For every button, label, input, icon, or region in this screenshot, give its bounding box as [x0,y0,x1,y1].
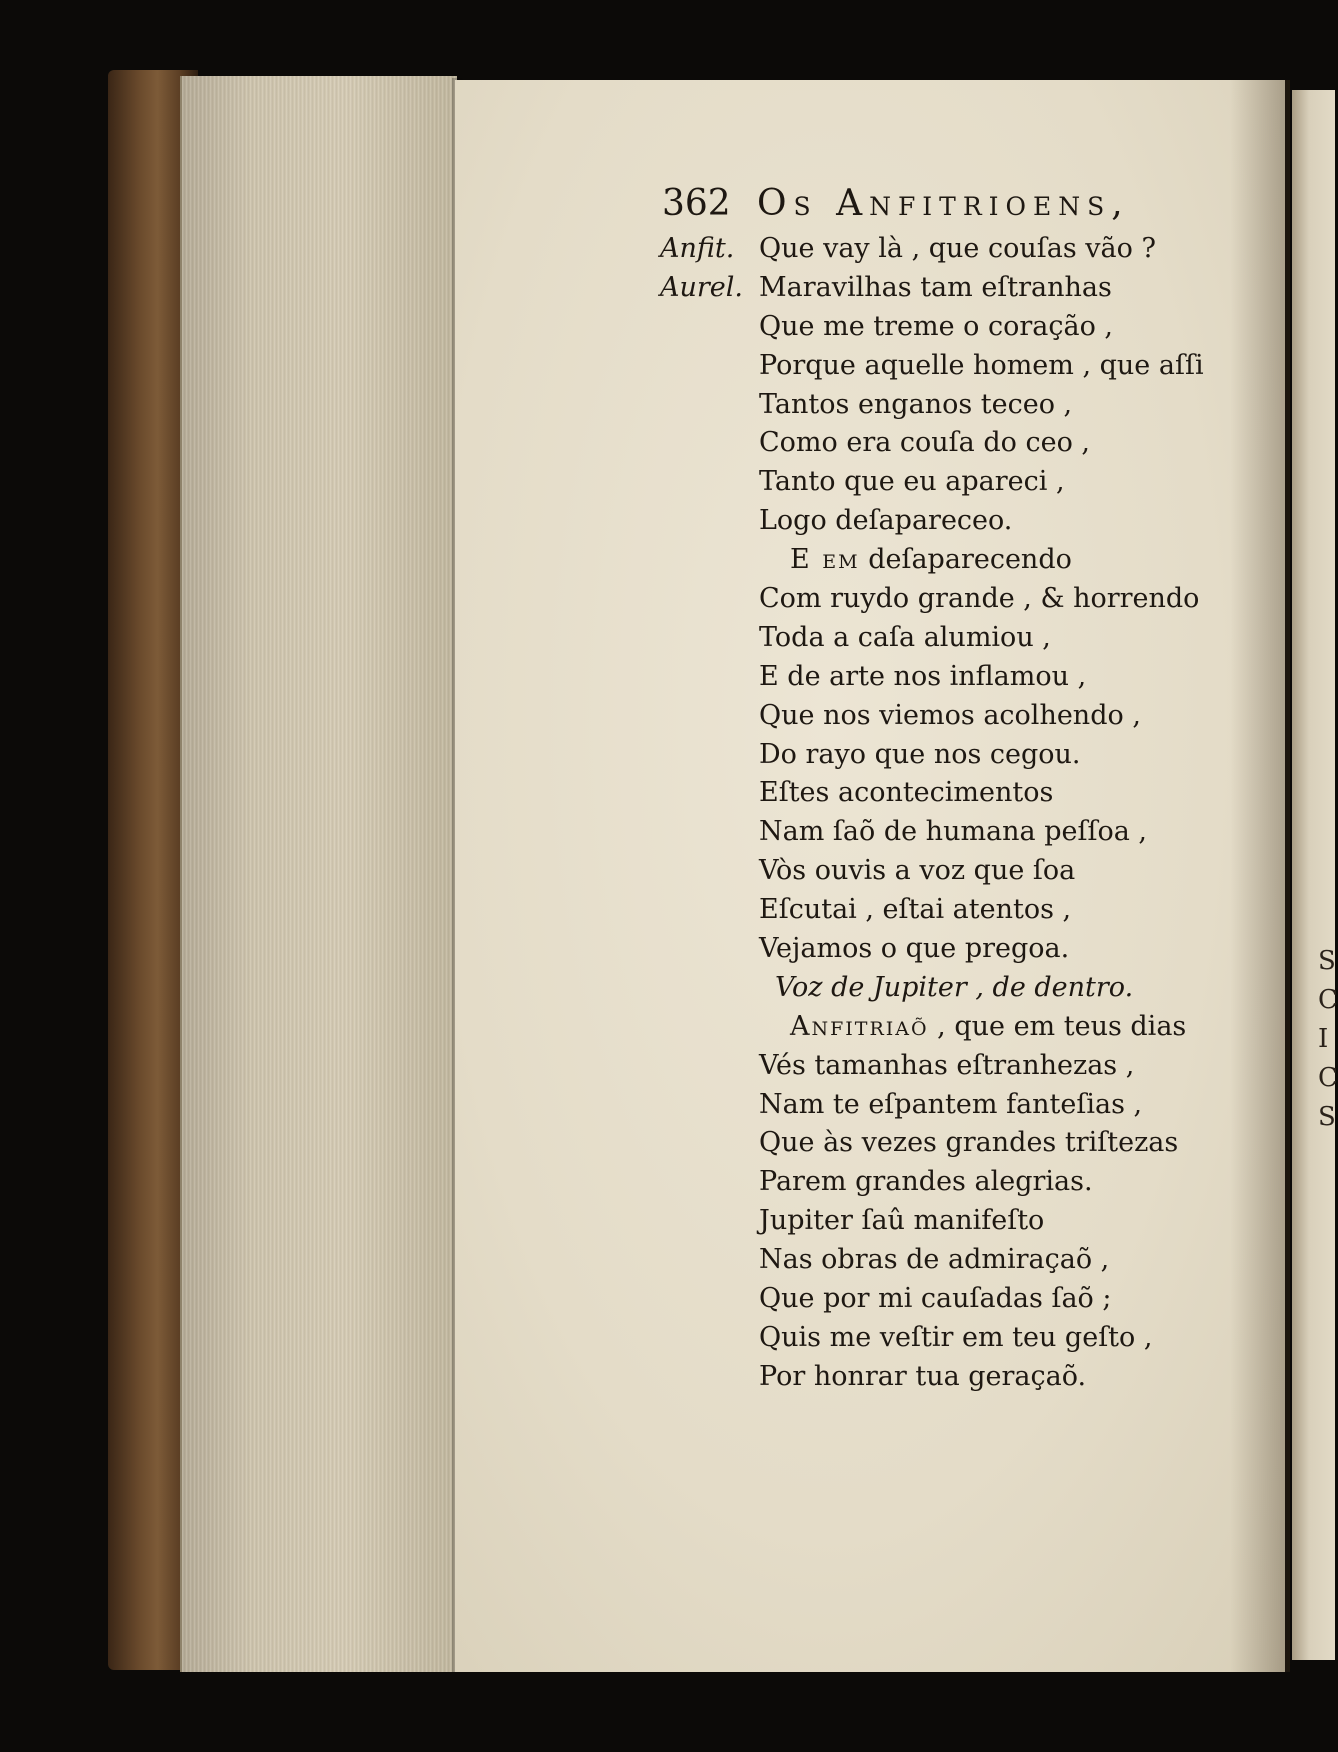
verse-line [660,736,1220,775]
verse-line [660,658,1220,697]
verse-text [790,1008,1186,1047]
verse-lead-smallcaps: Anfitriaõ [790,1010,929,1042]
verse-text [759,580,1199,619]
verse-text [759,308,1113,347]
facing-mark: C [1318,985,1338,1015]
verse-text [759,230,1156,269]
verse-line [660,424,1220,463]
verse-text [759,1124,1178,1163]
verse-text [759,386,1072,425]
verse-words: Eſtes acontecimentos [759,777,1054,809]
verse-line [660,1086,1220,1125]
verse-text [759,658,1086,697]
page-stack-edges [180,76,457,1672]
facing-mark: S [1318,946,1336,976]
verse-line [660,969,1220,1008]
verse-lead-smallcaps: E em [790,544,860,576]
verse-text [790,541,1072,580]
verse-text [759,1358,1086,1397]
page-number: 362 [662,183,731,224]
verse-text [759,463,1065,502]
verse-line [660,580,1220,619]
verse-line [660,930,1220,969]
verse-words: Nas obras de admiraçaõ , [759,1244,1110,1276]
verse-text [759,424,1090,463]
verse-words: Do rayo que nos cegou. [759,738,1081,770]
speaker-label: Anfit. [660,233,735,264]
verse-line [660,1124,1220,1163]
verse-line [660,1241,1220,1280]
verse-text [759,891,1071,930]
facing-mark: C [1318,1063,1338,1093]
verse-line [660,230,1220,269]
verse-words: Tanto que eu apareci , [759,466,1065,498]
verse-text-block [660,230,1220,1397]
verse-words: Com ruydo grande , & horrendo [759,583,1200,615]
speaker-label: Aurel. [660,271,743,303]
verse-line [660,463,1220,502]
verse-words: Vòs ouvis a voz que ſoa [759,855,1076,887]
verse-line [660,852,1220,891]
verse-words: Nam ſaõ de humana peſſoa , [759,816,1147,848]
verse-words: Que vay là , que couſas vão ? [759,233,1156,264]
verse-words: Logo deſapareceo. [759,505,1013,537]
verse-words: deſaparecendo [859,544,1072,576]
verse-line [660,1047,1220,1086]
verse-line [660,1319,1220,1358]
verse-words: Porque aquelle homem , que aſſi [759,349,1204,381]
verse-words: Parem grandes alegrias. [759,1166,1093,1198]
verse-words: E de arte nos inflamou , [759,660,1087,692]
verse-words: Que às vezes grandes triſtezas [759,1127,1179,1159]
verse-text [759,1241,1109,1280]
verse-words: Como era couſa do ceo , [759,427,1091,459]
verse-text [759,736,1081,775]
verse-line [660,347,1220,386]
verse-words: Por honrar tua geraçaõ. [759,1360,1087,1392]
verse-words: Vejamos o que pregoa. [759,933,1070,965]
stage-direction [775,969,1133,1008]
running-head [662,183,1130,224]
verse-line [660,308,1220,347]
verse-words: Toda a caſa alumiou , [759,621,1051,653]
verse-text [759,1280,1111,1319]
facing-mark: I [1318,1024,1329,1054]
verse-words: Que me treme o coração , [759,310,1114,342]
verse-line [660,619,1220,658]
verse-line [660,269,1220,308]
facing-page-sliver [1292,90,1338,1660]
verse-words: Tantos enganos teceo , [759,388,1073,420]
verse-text [759,930,1069,969]
verse-words: , que em teus dias [928,1010,1187,1042]
verse-text [759,1047,1134,1086]
verse-words: Eſcutai , eſtai atentos , [759,894,1072,926]
verse-text [759,1319,1152,1358]
verse-text [759,774,1053,813]
verse-text [759,269,1112,308]
verse-line [660,502,1220,541]
verse-line [660,1163,1220,1202]
verse-text [759,1086,1142,1125]
verse-line [660,386,1220,425]
verse-text [759,619,1051,658]
verse-line [660,891,1220,930]
verse-text [759,502,1012,541]
verse-text [759,1202,1044,1241]
verse-line [660,697,1220,736]
verse-text [759,813,1147,852]
verse-words: Voz de Jupiter , de dentro. [775,971,1134,1003]
page-gutter-shadow [1230,80,1290,1672]
verse-words: Quis me veſtir em teu geſto , [759,1321,1153,1353]
verse-text [759,347,1204,386]
verse-words: Nam te eſpantem fanteſias , [759,1088,1143,1120]
verse-line [660,1202,1220,1241]
verse-words: Jupiter ſaû manifeſto [759,1205,1045,1237]
verse-line [660,813,1220,852]
verse-text [759,697,1141,736]
running-title: Os Anfitrioens, [757,183,1130,224]
verse-line [660,1358,1220,1397]
verse-text [759,852,1075,891]
verse-text [759,1163,1093,1202]
verse-words: Que nos viemos acolhendo , [759,699,1141,731]
verse-words: Que por mi cauſadas ſaõ ; [759,1283,1112,1315]
verse-line [660,1280,1220,1319]
verse-words: Vés tamanhas eſtranhezas , [759,1049,1135,1081]
verse-line [660,1008,1220,1047]
verse-line [660,541,1220,580]
verse-words: Maravilhas tam eſtranhas [759,271,1112,303]
facing-mark: S [1318,1102,1336,1132]
verse-line [660,774,1220,813]
